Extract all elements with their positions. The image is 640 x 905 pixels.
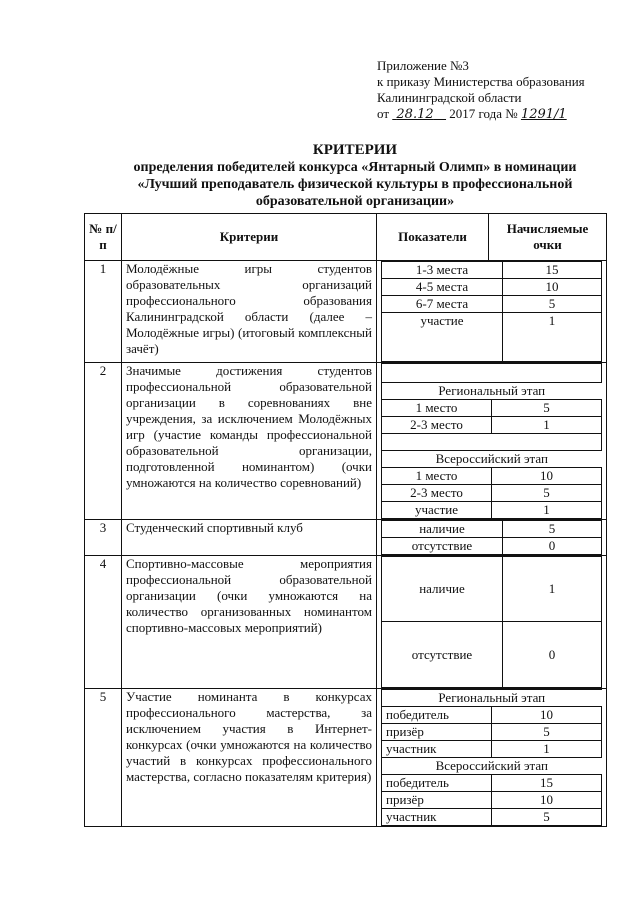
indicator-cell: 2-3 место bbox=[382, 417, 492, 434]
indicator-cell: участие bbox=[382, 313, 503, 362]
order-date-line bbox=[377, 106, 585, 123]
indicator-cell: 4-5 места bbox=[382, 279, 503, 296]
stage-label: Всероссийский этап bbox=[382, 451, 602, 468]
row-num: 1 bbox=[85, 261, 122, 363]
row-criteria: Молодёжные игры студентов образовательных организаций профессионального образования Калининградской области (далее – Молодёжные игры) (итоговый комплексный зачёт) bbox=[122, 261, 377, 363]
row-num: 4 bbox=[85, 556, 122, 689]
points-cell: 5 bbox=[503, 521, 602, 538]
col-header-indicators: Показатели bbox=[377, 214, 489, 261]
title-line-1: определения победителей конкурса «Янтарный Олимп» в номинации bbox=[133, 160, 577, 175]
points-cell: 10 bbox=[492, 792, 602, 809]
points-cell: 5 bbox=[503, 296, 602, 313]
table-row bbox=[85, 556, 607, 689]
table-row bbox=[85, 520, 607, 556]
points-cell: 5 bbox=[492, 485, 602, 502]
row-criteria: Участие номинанта в конкурсах профессионального мастерства, за исключением участия в Интернет-конкурсах (очки умножаются на количество участий в конкурсах профессионального мастерства, согласно показателям критерия) bbox=[122, 689, 377, 827]
row-indicators bbox=[377, 520, 607, 556]
points-cell: 10 bbox=[492, 707, 602, 724]
points-cell: 1 bbox=[503, 557, 602, 622]
indicator-cell: наличие bbox=[382, 521, 503, 538]
order-year: 2017 года № bbox=[449, 106, 518, 121]
indicator-cell: 1 место bbox=[382, 400, 492, 417]
table-row bbox=[85, 689, 607, 827]
col-header-num: № п/п bbox=[85, 214, 122, 261]
appendix-label: Приложение №3 bbox=[377, 58, 469, 73]
order-ref: к приказу Министерства образования bbox=[377, 74, 585, 89]
row-criteria: Студенческий спортивный клуб bbox=[122, 520, 377, 556]
indicator-cell: победитель bbox=[382, 775, 492, 792]
points-cell: 1 bbox=[492, 741, 602, 758]
indicator-cell: участник bbox=[382, 809, 492, 826]
row-criteria: Спортивно-массовые мероприятия профессиональной образовательной организации (очки умножаются на количество организованных номинантом спортивно-массовых мероприятий) bbox=[122, 556, 377, 689]
table-row bbox=[85, 261, 607, 363]
order-date-prefix: от bbox=[377, 106, 390, 121]
row-indicators bbox=[377, 689, 607, 827]
indicator-cell: отсутствие bbox=[382, 622, 503, 688]
row-num: 5 bbox=[85, 689, 122, 827]
points-cell: 5 bbox=[492, 809, 602, 826]
indicator-cell: наличие bbox=[382, 557, 503, 622]
row-num: 3 bbox=[85, 520, 122, 556]
points-cell: 1 bbox=[503, 313, 602, 362]
col-header-criteria: Критерии bbox=[122, 214, 377, 261]
title-line-2: «Лучший преподаватель физической культуры в профессиональной bbox=[137, 177, 573, 192]
row-criteria: Значимые достижения студентов профессиональной образовательной организации в соревнованиях вне учреждения, за исключением Молодёжных игр (участие команды профессиональной образовательной организации, подготовленной номинантом) (очки умножаются на количество соревнований) bbox=[122, 363, 377, 520]
spacer bbox=[382, 364, 602, 383]
title-main: КРИТЕРИИ bbox=[312, 142, 398, 158]
appendix-header bbox=[377, 58, 585, 123]
title-line-3: образовательной организации» bbox=[255, 194, 455, 209]
indicator-cell: призёр bbox=[382, 792, 492, 809]
points-cell: 15 bbox=[492, 775, 602, 792]
indicator-cell: 6-7 места bbox=[382, 296, 503, 313]
points-cell: 10 bbox=[492, 468, 602, 485]
indicator-cell: 1 место bbox=[382, 468, 492, 485]
row-indicators bbox=[377, 363, 607, 520]
col-header-points: Начисляемые очки bbox=[489, 214, 607, 261]
points-cell: 1 bbox=[492, 502, 602, 519]
indicator-cell: участник bbox=[382, 741, 492, 758]
indicator-cell: отсутствие bbox=[382, 538, 503, 555]
region-name: Калининградской области bbox=[377, 90, 522, 105]
stage-label: Региональный этап bbox=[382, 383, 602, 400]
row-indicators bbox=[377, 261, 607, 363]
table-row bbox=[85, 363, 607, 520]
order-date-handwritten: 28.12 bbox=[396, 107, 434, 122]
indicator-cell: участие bbox=[382, 502, 492, 519]
points-cell: 0 bbox=[503, 622, 602, 688]
row-num: 2 bbox=[85, 363, 122, 520]
spacer bbox=[382, 434, 602, 451]
points-cell: 5 bbox=[492, 724, 602, 741]
stage-label: Всероссийский этап bbox=[382, 758, 602, 775]
order-number-handwritten: 1291/1 bbox=[520, 107, 567, 122]
points-cell: 15 bbox=[503, 262, 602, 279]
table-header-row bbox=[85, 214, 607, 261]
indicator-cell: призёр bbox=[382, 724, 492, 741]
points-cell: 1 bbox=[492, 417, 602, 434]
criteria-table bbox=[84, 213, 607, 827]
document-title bbox=[80, 141, 630, 210]
stage-label: Региональный этап bbox=[382, 690, 602, 707]
indicator-cell: победитель bbox=[382, 707, 492, 724]
points-cell: 0 bbox=[503, 538, 602, 555]
indicator-cell: 1-3 места bbox=[382, 262, 503, 279]
points-cell: 10 bbox=[503, 279, 602, 296]
indicator-cell: 2-3 место bbox=[382, 485, 492, 502]
points-cell: 5 bbox=[492, 400, 602, 417]
row-indicators bbox=[377, 556, 607, 689]
